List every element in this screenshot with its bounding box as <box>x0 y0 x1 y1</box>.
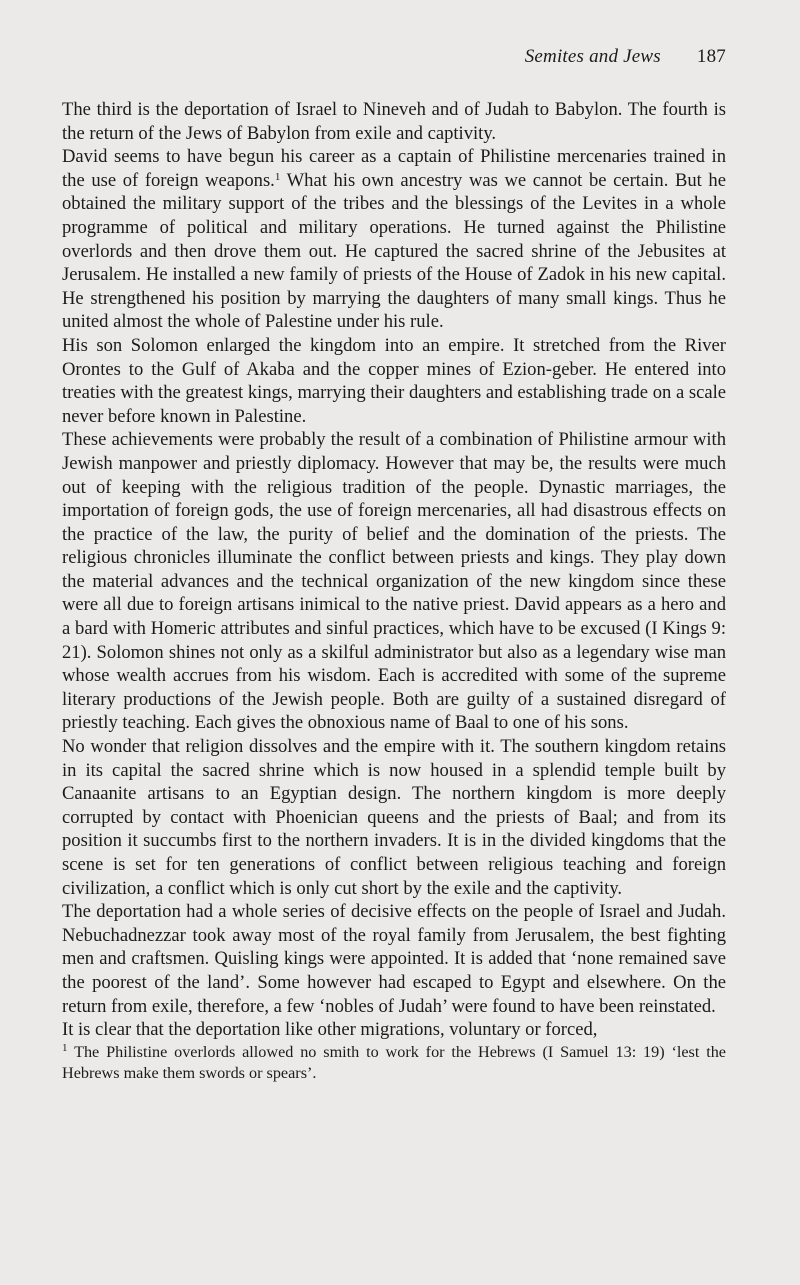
paragraph: It is clear that the deportation like other migrations, voluntary or forced, <box>62 1019 598 1041</box>
paragraph: His son Solomon enlarged the kingdom into an empire. It stretched from the River Orontes to the Gulf of Akaba and the copper mines of Ezion-geber. He entered into treaties with the greatest kings, marrying their daughters and establishing trade on a scale never before known in Palestine. <box>62 334 727 427</box>
body-text <box>62 98 726 1084</box>
paragraph: These achievements were probably the result of a combination of Philistine armour with Jewish manpower and priestly diplomacy. However that may be, the results were much out of keeping with the religious tradition of the people. Dynastic marriages, the importation of foreign gods, the use of foreign mercenaries, all had disastrous effects on the practice of the law, the purity of belief and the domination of the priests. The religious chronicles illuminate the conflict between priests and kings. They play down the material advances and the technical organization of the new kingdom since these were all due to foreign artisans inimical to the native priest. David appears as a hero and a bard with Homeric attributes and sinful practices, which have to be excused (I Kings 9: 21). Solomon shines not only as a skilful administrator but also as a legendary wise man whose wealth accrues from his wisdom. Each is accredited with some of the supreme literary productions of the Jewish people. Both are guilty of a sustained disregard of priestly teaching. Each gives the obnoxious name of Baal to one of his sons. <box>62 429 726 734</box>
paragraph <box>62 145 726 334</box>
footnote-text: The Philistine overlords allowed no smith to work for the Hebrews (I Samuel 13: 19) ‘lest the Hebrews make them swords or spears’. <box>62 1042 726 1082</box>
page-number: 187 <box>696 46 726 67</box>
running-title: Semites and Jews <box>524 46 661 67</box>
paragraph-text: David seems to have begun his career as a captain of Philistine mercenaries trained in the use of foreign weapons. <box>62 146 726 191</box>
paragraph: The deportation had a whole series of decisive effects on the people of Israel and Judah. Nebuchadnezzar took away most of the royal family from Jerusalem, the best fighting men and craftsmen. Quisling kings were appointed. It is added that ‘none remained save the poorest of the land’. Some however had escaped to Egypt and elsewhere. On the return from exile, therefore, a few ‘nobles of Judah’ were found to have been reinstated. <box>62 901 726 1017</box>
paragraph: The third is the deportation of Israel to Nineveh and of Judah to Babylon. The fourth is the return of the Jews of Babylon from exile and captivity. <box>62 99 726 144</box>
book-page <box>62 0 726 1285</box>
paragraph-text: What his own ancestry was we cannot be certain. But he obtained the military support of the tribes and the blessings of the Levites in a whole programme of political and military operations. He turned against the Philistine overlords and then drove them out. He captured the sacred shrine of the Jebusites at Jerusalem. He installed a new family of priests of the House of Zadok in his new capital. He strengthened his position by marrying the daughters of many small kings. Thus he united almost the whole of Palestine under his rule. <box>62 169 726 333</box>
footnote-marker: 1 <box>62 1041 68 1054</box>
running-head <box>525 46 726 68</box>
paragraph: No wonder that religion dissolves and the empire with it. The southern kingdom retains in its capital the sacred shrine which is now housed in a splendid temple built by Canaanite artisans to an Egyptian design. The northern kingdom is more deeply corrupted by contact with Phoenician queens and the priests of Baal; and from its position it succumbs first to the northern invaders. It is in the divided kingdoms that the scene is set for ten generations of conflict between religious teaching and foreign civilization, a conflict which is only cut short by the exile and the captivity. <box>62 736 726 899</box>
footnote-reference: 1 <box>274 170 281 183</box>
footnote <box>62 1042 726 1084</box>
